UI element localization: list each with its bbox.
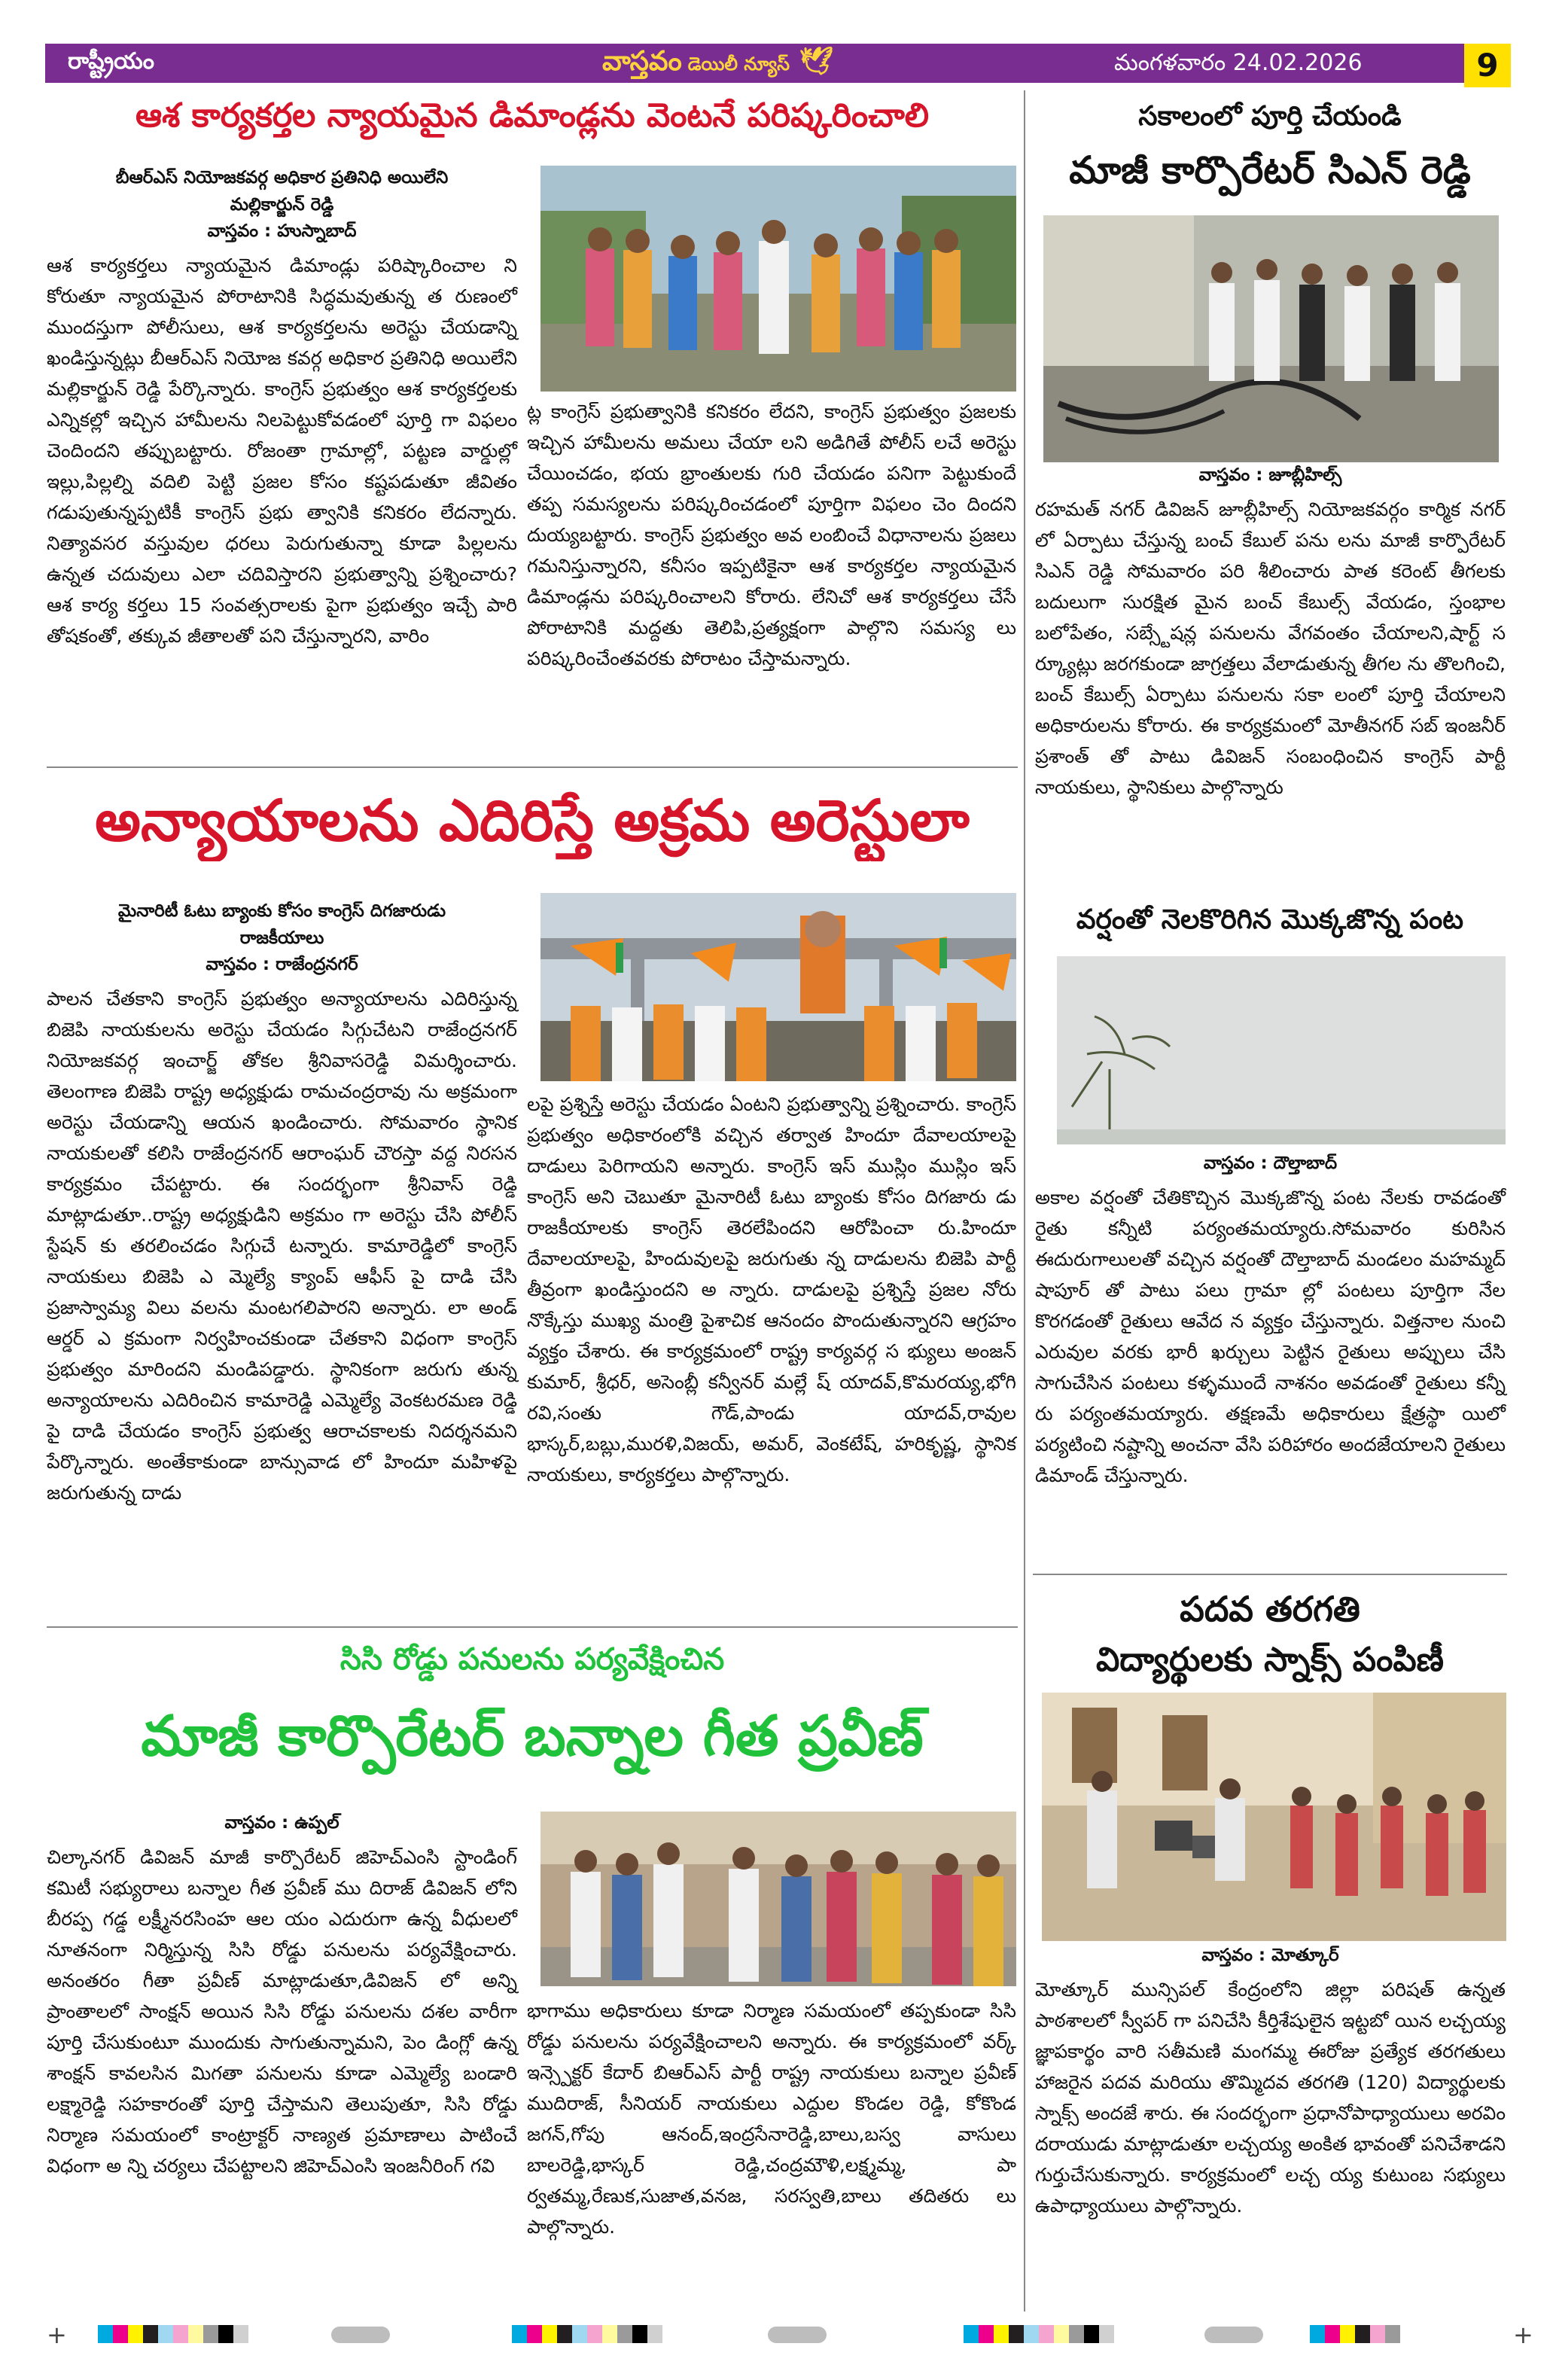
page-number: 9 — [1464, 44, 1511, 87]
color-bar — [1310, 2325, 1400, 2343]
article3-right-column — [527, 1995, 1016, 2242]
color-bar — [98, 2325, 248, 2343]
article2-dateline: వాస్తవం : రాజేంద్రనగర్ — [206, 955, 358, 974]
registration-mark-icon: + — [47, 2321, 67, 2349]
side3-headline-line2: విద్యార్థులకు స్నాక్స్ పంపిణీ — [1095, 1641, 1445, 1679]
side1-dateline: వాస్తవం : జూబ్లీహిల్స్ — [1198, 465, 1342, 485]
article2-right-column — [527, 1089, 1016, 1490]
color-bar — [964, 2325, 1114, 2343]
article1-photo — [540, 166, 1016, 392]
article3-kicker: సిసి రోడ్డు పనులను పర్యవేక్షించిన — [340, 1642, 725, 1677]
side3-dateline: వాస్తవం : మోత్కూర్ — [1201, 1946, 1339, 1965]
article2-body-col1: పాలన చేతకాని కాంగ్రెస్ ప్రభుత్వం అన్యాయాలను ఎదిరిస్తున్న బిజెపి నాయకులను అరెస్టు చేయడం సిగ్గుచేటని రాజేంద్రనగర్ నియోజకవర్గ ఇంచార్జ్ తోకల శ్రీనివాసరెడ్డి విమర్శించారు. తెలంగాణ బిజెపి రాష్ట్ర అధ్యక్షుడు రామచంద్రరావు ను అక్రమంగా అరెస్టు చేయడాన్ని ఆయన ఖండించారు. సోమవారం స్థానిక నాయకులతో కలిసి రాజేంద్రనగర్ ఆరాంఘర్ చౌరస్తా వద్ద నిరసన కార్యక్రమం చేపట్టారు. ఈ సందర్భంగా శ్రీనివాస్ రెడ్డి మాట్లాడుతూ..రాష్ట్ర అధ్యక్షుడిని అక్రమం గా అరెస్టు చేసి పోలీస్ స్టేషన్ కు తరలించడం సిగ్గుచే టన్నారు. కామారెడ్డిలో కాంగ్రెస్ నాయకులు బిజెపి ఎ మ్మెల్యే క్యాంప్ ఆఫీస్ పై దాడి చేసి ప్రజాస్వామ్య విలు వలను మంటగలిపారని అన్నారు. లా అండ్ ఆర్డర్ ఎ క్రమంగా నిర్వహించకుండా చేతకాని విధంగా కాంగ్రెస్ ప్రభుత్వం మారిందని మండిపడ్డారు. స్థానికంగా జరుగు తున్న అన్యాయాలను ఎదిరించిన కామారెడ్డి ఎమ్మెల్యే వెంకటరమణ రెడ్డి పై దాడి చేయడం కాంగ్రెస్ ప్రభుత్వ ఆరాచకాలకు నిదర్శనమని పేర్కొన్నారు. అంతేకాకుండా బాన్సువాడ లో హిందూ మహిళపై జరుగుతున్న దాడు — [47, 988, 517, 1504]
article2-left-column — [47, 897, 517, 1508]
article2-photo — [540, 893, 1016, 1081]
side3-body: మోత్కూర్ మున్సిపల్ కేంద్రంలోని జిల్లా పరిషత్ ఉన్నత పాఠశాలలో స్వీపర్ గా పనిచేసి కీర్తిశేషులైన ఇట్టబో యిన లచ్చయ్య జ్ఞాపకార్థం వారి సతీమణి మంగమ్మ ఈరోజు ప్రత్యేక తరగతులు హాజరైన పదవ మరియు తొమ్మిదవ తరగతి (120) విద్యార్థులకు స్నాక్స్ అందజే శారు. ఈ సందర్భంగా ప్రధానోపాధ్యాయులు అరవిం దరాయుడు మాట్లాడుతూ లచ్చయ్య అంకిత భావంతో పనిచేశాడని గుర్తుచేసుకున్నారు. కార్యక్రమంలో లచ్చ య్య కుటుంబ సభ్యులు ఉపాధ్యాయులు పాల్గొన్నారు. — [1035, 1979, 1506, 2217]
article1-divider — [47, 766, 1018, 768]
side3-headline-line1: పదవ తరగతి — [1180, 1589, 1360, 1629]
side1-text — [1035, 465, 1506, 803]
article3-photo — [540, 1812, 1016, 1986]
article3-dateline: వాస్తవం : ఉప్పల్ — [224, 1813, 340, 1833]
article2-divider — [47, 1626, 1018, 1628]
side2-photo — [1057, 956, 1506, 1144]
article3-headline: మాజీ కార్పొరేటర్ బన్నాల గీత ప్రవీణ్ — [141, 1704, 924, 1769]
article1-left-column — [47, 164, 517, 651]
article2-subhead: మైనారిటీ ఓటు బ్యాంకు కోసం కాంగ్రెస్ దిగజారుడు రాజకీయాలు — [117, 901, 446, 948]
paper-tagline: డెయిలీ న్యూస్ — [687, 53, 790, 75]
side1-headline: మాజీ కార్పొరేటర్ సిఎన్ రెడ్డి — [1069, 148, 1471, 192]
gray-swatch — [1204, 2327, 1263, 2343]
article2-body-col2: లపై ప్రశ్నిస్తే అరెస్టు చేయడం ఏంటని ప్రభుత్వాన్ని ప్రశ్నించారు. కాంగ్రెస్ ప్రభుత్వం అధికారంలోకి వచ్చిన తర్వాత హిందూ దేవాలయాలపై దాడులు పెరిగాయని అన్నారు. కాంగ్రెస్ ఇస్ ముస్లిం ముస్లిం ఇస్ కాంగ్రెస్ అని చెబుతూ మైనారిటీ ఓటు బ్యాంకు కోసం దిగజారు డు రాజకీయాలకు కాంగ్రెస్ తెరలేపిందని ఆరోపించా రు.హిందూ దేవాలయాలపై, హిందువులపై జరుగుతు న్న దాడులను బిజెపి పార్టీ తీవ్రంగా ఖండిస్తుందని అ న్నారు. దాడులపై ప్రశ్నిస్తే ప్రజల నోరు నొక్కేస్తు ముఖ్య మంత్రి పైశాచిక ఆనందం పొందుతున్నారని ఆగ్రహం వ్యక్తం చేశారు. ఈ కార్యక్రమంలో రాష్ట్ర కార్యవర్గ స భ్యులు అంజన్ కుమార్, శ్రీధర్, అసెంబ్లీ కన్వీనర్ మల్లే ష్ యాదవ్,కొమరయ్య,భోగి రవి,సంతు గౌడ్,పాండు యాదవ్,రావుల భాస్కర్,బబ్లు,మురళి,విజయ్, అమర్, వెంకటేష్, హరికృష్ణ, స్థానిక నాయకులు, కార్యకర్తలు పాల్గొన్నారు. — [527, 1093, 1016, 1486]
gray-swatch — [331, 2327, 390, 2343]
issue-date: మంగళవారం 24.02.2026 — [1114, 50, 1363, 76]
bird-logo-icon: 🕊 — [799, 46, 834, 77]
article1-body-col2: ట్ల కాంగ్రెస్ ప్రభుత్వానికి కనికరం లేదని, కాంగ్రెస్ ప్రభుత్వం ప్రజలకు ఇచ్చిన హామీలను అమలు చేయా లని అడిగితే పోలీస్ లచే అరెస్టు చేయించడం, భయ భ్రాంతులకు గురి చేయడం పనిగా పెట్టుకుందే తప్ప సమస్యలను పరిష్కరించడంలో పూర్తిగా విఫలం చెం దిందని దుయ్యబట్టారు. కాంగ్రెస్ ప్రభుత్వం అవ లంబించే విధానాలను ప్రజలు గమనిస్తున్నారని, కనీసం ఇప్పటికైనా ఆశ కార్యకర్తల న్యాయమైన డిమాండ్లను పరిష్కరించాలని కోరారు. లేనిచో ఆశ కార్యకర్తలు చేసే పోరాటానికి మద్దతు తెలిపి,ప్రత్యక్షంగా పాల్గొని సమస్య లు పరిష్కరించేంతవరకు పోరాటం చేస్తామన్నారు. — [527, 401, 1016, 669]
side2-dateline: వాస్తవం : దౌల్తాబాద్ — [1203, 1153, 1338, 1173]
article1-dateline: వాస్తవం : హుస్నాబాద్ — [207, 221, 357, 241]
side1-photo — [1043, 215, 1499, 462]
article3-body-col1: చిల్కానగర్ డివిజన్ మాజీ కార్పొరేటర్ జిహెచ్ఎంసి స్టాండింగ్ కమిటీ సభ్యురాలు బన్నాల గీత ప్రవీణ్ ము దిరాజ్ డివిజన్ లోని బీరప్ప గడ్డ లక్ష్మీనరసింహ ఆల యం ఎదురుగా ఉన్న వీధులలో నూతనంగా నిర్మిస్తున్న సిసి రోడ్డు పనులను పర్యవేక్షించారు. అనంతరం గీతా ప్రవీణ్ మాట్లాడుతూ,డివిజన్ లో అన్ని ప్రాంతాలలో సాంక్షన్ అయిన సిసి రోడ్డు పనులను దశల వారీగా పూర్తి చేసుకుంటూ ముందుకు సాగుతున్నామని, పెం డింగ్లో ఉన్న శాంక్షన్ కావలసిన మిగతా పనులను కూడా ఎమ్మెల్యే బండారి లక్ష్మారెడ్డి సహకారంతో పూర్తి చేస్తామని తెలుపుతూ, సిసి రోడ్డు నిర్మాణ సమయంలో కాంట్రాక్టర్ నాణ్యత ప్రమాణాలు పాటించే విధంగా అ న్ని చర్యలు చేపట్టాలని జిహెచ్ఎంసి ఇంజనీరింగ్ గవి — [47, 1846, 517, 2177]
article2-headline: అన్యాయాలను ఎదిరిస్తే అక్రమ అరెస్టులా — [95, 787, 970, 854]
article1-right-column — [527, 396, 1016, 674]
side2-body: అకాల వర్షంతో చేతికొచ్చిన మొక్కజొన్న పంట నేలకు రావడంతో రైతు కన్నీటి పర్యంతమయ్యారు.సోమవారం కురిసిన ఈదురుగాలులతో వచ్చిన వర్షంతో దౌల్తాబాద్ మండలం మహమ్మద్ షాపూర్ తో పాటు పలు గ్రామా ల్లో పంటలు పూర్తిగా నేల కొరగడంతో రైతులు ఆవేద న వ్యక్తం చేస్తున్నారు. విత్తనాల నుంచి ఎరువుల వరకు భారీ ఖర్చులు పెట్టిన రైతులు అప్పులు చేసి సాగుచేసిన పంటలు కళ్ళముందే నాశనం అవడంతో రైతులు కన్నీ రు పర్యంతమయ్యారు. తక్షణమే అధికారులు క్షేత్రస్థా యిలో పర్యటించి నష్టాన్ని అంచనా వేసి పరిహారం అందజేయాలని రైతులు డిమాండ్ చేస్తున్నారు. — [1035, 1187, 1506, 1486]
color-bar — [512, 2325, 662, 2343]
side3-photo — [1042, 1693, 1506, 1941]
side2-headline: వర్షంతో నెలకొరిగిన మొక్కజొన్న పంట — [1076, 904, 1464, 935]
article3-left-column — [47, 1810, 517, 2181]
section-label: రాష్ట్రీయం — [68, 48, 154, 75]
article3-body-col2: భాగాము అధికారులు కూడా నిర్మాణ సమయంలో తప్పకుండా సిసి రోడ్డు పనులను పర్యవేక్షించాలని అన్నారు. ఈ కార్యక్రమంలో వర్క్ ఇన్స్పెక్టర్ కేదార్ బిఆర్ఎస్ పార్టీ రాష్ట్ర నాయకులు బన్నాల ప్రవీణ్ ముదిరాజ్, సీనియర్ నాయకులు ఎద్దుల కొండల రెడ్డి, కోకొండ జగన్,గోపు ఆనంద్,ఇంద్రసేనారెడ్డి,బాలు,బస్వ వాసులు బాలరెడ్డి,భాస్కర్ రెడ్డి,చంద్రమౌళి,లక్ష్మమ్మ, పా ర్వతమ్మ,రేణుక,సుజాత,వనజ, సరస్వతి,బాలు తదితరు లు పాల్గొన్నారు. — [527, 2000, 1016, 2238]
article1-subhead: బీఆర్ఎస్ నియోజకవర్గ అధికార ప్రతినిధి అయిలేని మల్లికార్జున్ రెడ్డి — [115, 168, 449, 215]
side2-text — [1035, 1153, 1506, 1491]
article1-body-col1: ఆశ కార్యకర్తలు న్యాయమైన డిమాండ్లు పరిష్కారించాల ని కోరుతూ న్యాయమైన పోరాటానికి సిద్ధమవుతున్న త రుణంలో ముందస్తుగా పోలీసులు, ఆశ కార్యకర్తలను అరెస్టు చేయడాన్ని ఖండిస్తున్నట్లు బీఆర్ఎస్ నియోజ కవర్గ అధికార ప్రతినిధి అయిలేని మల్లికార్జున్ రెడ్డి పేర్కొన్నారు. కాంగ్రెస్ ప్రభుత్వం ఆశ కార్యకర్తలకు ఎన్నికల్లో ఇచ్చిన హామీలను నిలపెట్టుకోవడంలో పూర్తి గా విఫలం చెందిందని తప్పుబట్టారు. రోజంతా గ్రామాల్లో, పట్టణ వార్డుల్లో ఇల్లు,పిల్లల్ని వదిలి పెట్టి ప్రజల కోసం కష్టపడుతూ జీవితం గడుపుతున్నప్పటికీ కాంగ్రెస్ ప్రభు త్వానికి కనికరం లేదన్నారు. నిత్యావసర వస్తువుల ధరలు పెరుగుతున్నా కూడా పిల్లలను ఉన్నత చదువులు ఎలా చదివిస్తారని ప్రభుత్వాన్ని ప్రశ్నించారు? ఆశ కార్య కర్తలు 15 సంవత్సరాలకు పైగా ప్రభుత్వం ఇచ్చే పారి తోషకంతో, తక్కువ జీతాలతో పని చేస్తున్నారని, వారిం — [47, 254, 517, 647]
masthead-title — [602, 45, 833, 84]
masthead-bar — [45, 44, 1464, 83]
side3-text — [1035, 1946, 1506, 2221]
article1-headline: ఆశ కార్యకర్తల న్యాయమైన డిమాండ్లను వెంటనే పరిష్కరించాలి — [136, 96, 929, 135]
gray-swatch — [768, 2327, 827, 2343]
registration-mark-icon: + — [1513, 2321, 1533, 2349]
side1-kicker: సకాలంలో పూర్తి చేయండి — [1138, 101, 1402, 132]
side2-divider — [1033, 1574, 1507, 1575]
column-divider — [1024, 90, 1025, 2311]
side1-body: రహమత్ నగర్ డివిజన్ జూబ్లీహిల్స్ నియోజకవర్గం కార్మిక నగర్ లో ఏర్పాటు చేస్తున్న బంచ్ కేబుల్ పను లను మాజీ కార్పొరేటర్ సిఎన్ రెడ్డి సోమవారం పరి శీలించారు పాత కరెంట్ తీగలకు బదులుగా సురక్షిత మైన బంచ్ కేబుల్స్ వేయడం, స్తంభాల బలోపేతం, సబ్స్టేషన్ల పనులను వేగవంతం చేయాలని,షార్ట్ స ర్క్యూట్లు జరగకుండా జాగ్రత్తలు వేలాడుతున్న తీగల ను తొలగించి, బంచ్ కేబుల్స్ ఏర్పాటు పనులను సకా లంలో పూర్తి చేయాలని అధికారులను కోరారు. ఈ కార్యక్రమంలో మోతీనగర్ సబ్ ఇంజనీర్ ప్రశాంత్ తో పాటు డివిజన్ సంబంధించిన కాంగ్రెస్ పార్టీ నాయకులు, స్థానికులు పాల్గొన్నారు — [1035, 498, 1506, 798]
paper-name: వాస్తవం — [602, 46, 682, 77]
